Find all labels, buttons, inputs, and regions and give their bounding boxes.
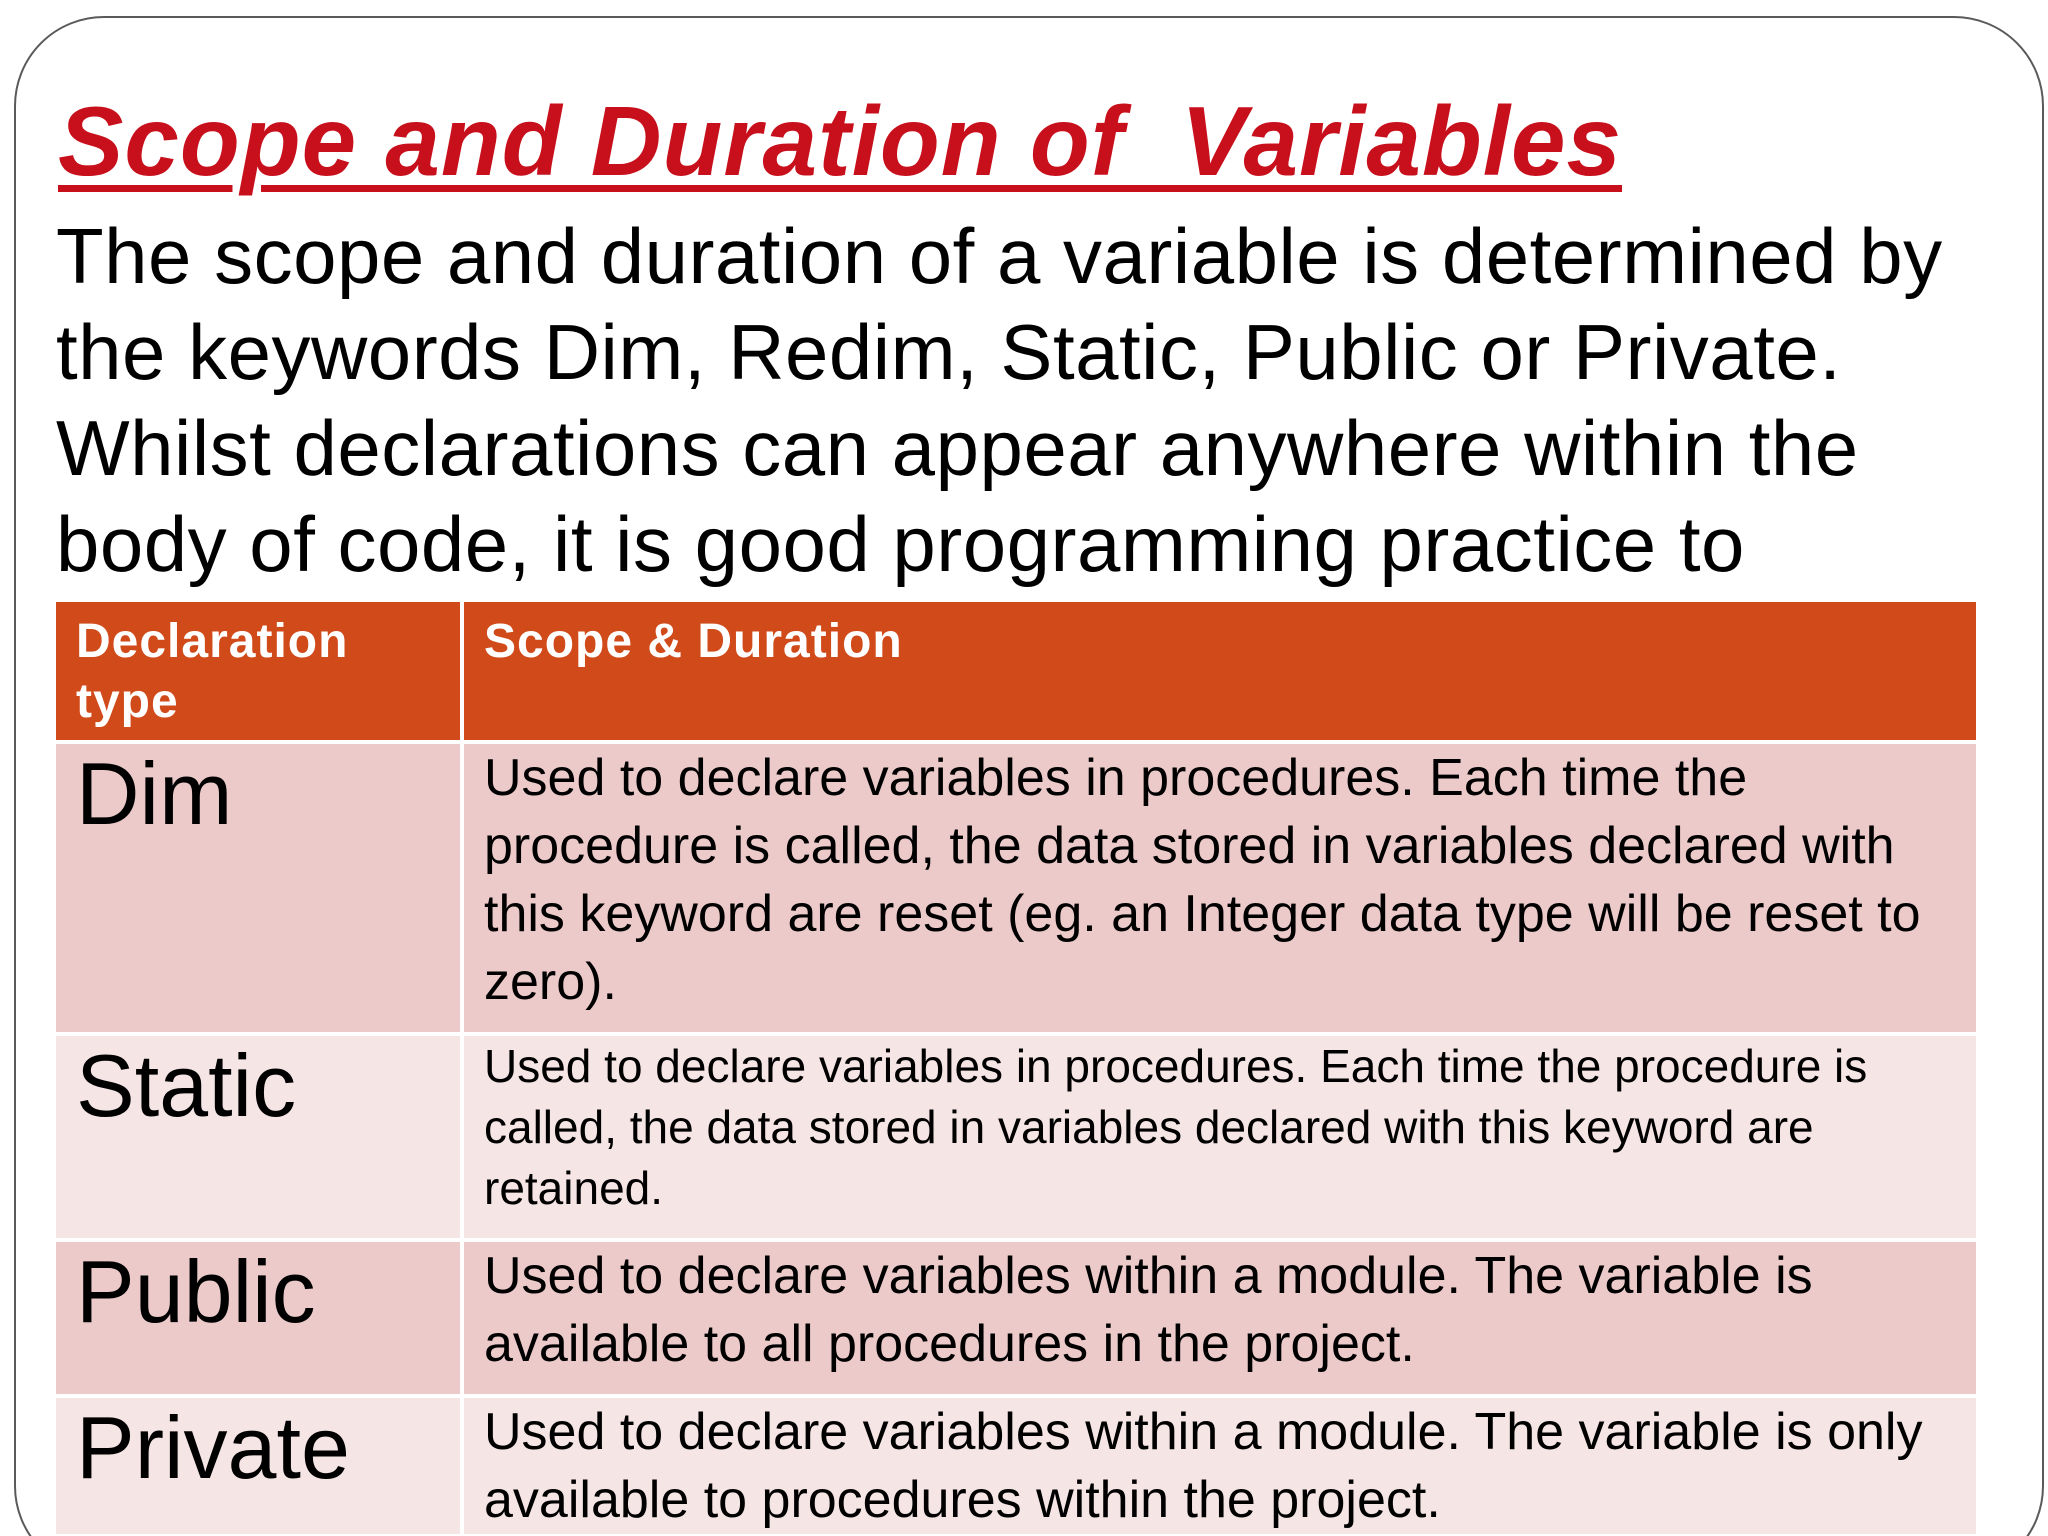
table-row-private [54, 1396, 1978, 1536]
scope-description-cell: Used to declare variables within a module. The variable is only available to procedures within the project. [462, 1396, 1978, 1536]
scope-description-cell: Used to declare variables in procedures. Each time the procedure is called, the data stored in variables declared with this keyword are retained. [462, 1034, 1978, 1240]
table-row-static [54, 1034, 1978, 1240]
slide-title: Scope and Duration of Variables [58, 86, 1623, 196]
header-scope-duration: Scope & Duration [462, 600, 1978, 742]
intro-paragraph: The scope and duration of a variable is determined by the keywords Dim, Redim, Static, Public or Private. Whilst declarations can appear anywhere within the body of code, it is good programming practice to [56, 212, 1943, 588]
scope-description-cell: Used to declare variables in procedures. Each time the procedure is called, the data stored in variables declared with this keyword are reset (eg. an Integer data type will be reset to zero). [462, 742, 1978, 1034]
scope-description-cell: Used to declare variables within a module. The variable is available to all procedures in the project. [462, 1240, 1978, 1396]
table-row-public [54, 1240, 1978, 1396]
table-row-dim [54, 742, 1978, 1034]
declaration-type-cell: Dim [54, 742, 462, 1034]
header-declaration-type: Declaration type [54, 600, 462, 742]
declaration-type-cell: Private [54, 1396, 462, 1536]
declaration-type-cell: Static [54, 1034, 462, 1240]
table-header-row [54, 600, 1978, 742]
scope-duration-table [52, 598, 1980, 1536]
declaration-type-cell: Public [54, 1240, 462, 1396]
